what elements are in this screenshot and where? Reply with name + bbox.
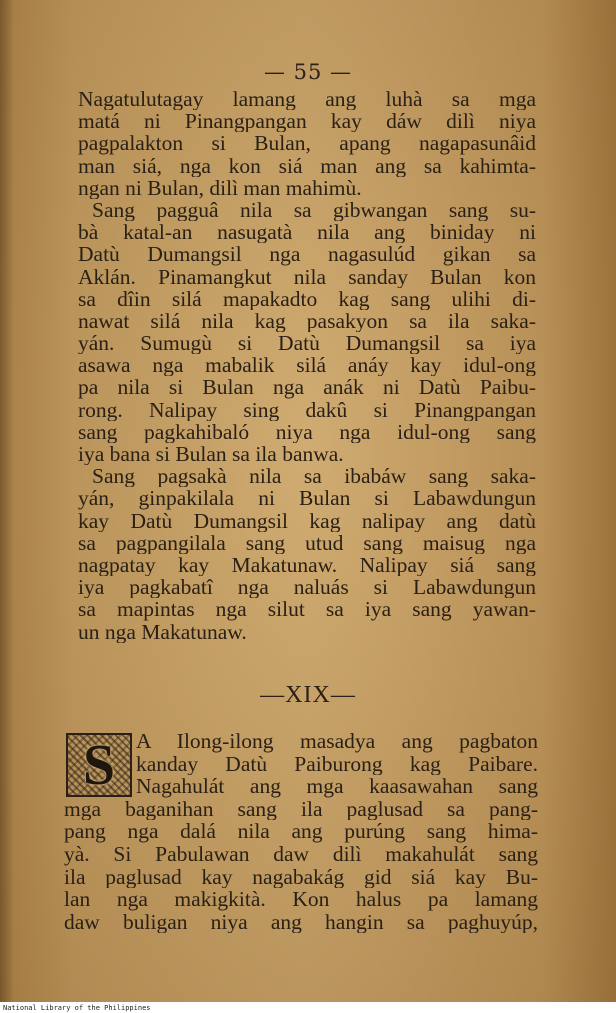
text-line: kanday Datù Paiburong kag Paibare. xyxy=(136,752,538,776)
text-line: sa dîin silá mapakadto kag sang ulihi di- xyxy=(78,287,536,310)
page-number: — 55 — xyxy=(263,60,353,84)
text-line: Datù Dumangsil nga nagasulúd gikan sa xyxy=(78,243,536,266)
text-line: Nagahulát ang mga kaasawahan sang xyxy=(136,775,538,798)
drop-cap-letter: S xyxy=(82,732,116,797)
text-line: Sang pagguâ nila sa gibwangan sang su- xyxy=(92,198,536,222)
text-line: Nagatulutagay lamang ang luhà sa mga xyxy=(78,88,536,111)
section-heading: —XIX— xyxy=(260,682,356,708)
section-paragraph xyxy=(64,730,538,933)
paragraph-block xyxy=(78,88,536,643)
text-line: sa pagpangilala sang utud sang maisug nga xyxy=(78,531,536,554)
text-line: pa nila si Bulan nga anák ni Datù Paibu- xyxy=(78,376,536,399)
text-line: yán, ginpakilala ni Bulan si Labawdungun xyxy=(78,487,536,510)
text-line: pang nga dalá nila ang purúng sang hima- xyxy=(64,820,538,843)
text-line: un nga Makatunaw. xyxy=(78,620,247,643)
text-line: A Ilong-ilong masadya ang pagbaton xyxy=(136,730,538,753)
text-line: sang pagkahibaló niya nga idul-ong sang xyxy=(78,420,536,443)
text-line: Sang pagsakà nila sa ibabáw sang saka- xyxy=(92,465,536,488)
text-line: asawa nga mabalik silá anáy kay idul-ong xyxy=(78,354,536,377)
text-line: kay Datù Dumangsil kag nalipay ang datù xyxy=(78,509,536,532)
text-line: sa mapintas nga silut sa iya sang yawan- xyxy=(78,598,536,621)
text-line: man siá, nga kon siá man ang sa kahimta- xyxy=(78,154,536,177)
text-line: daw buligan niya ang hangin sa paghuyúp, xyxy=(64,910,538,934)
text-line: iya pagkabatî nga naluás si Labawdungun xyxy=(78,576,536,599)
text-line: Aklán. Pinamangkut nila sanday Bulan kon xyxy=(78,265,536,288)
text-line: lan nga makigkità. Kon halus pa lamang xyxy=(64,888,538,911)
text-line: ngan ni Bulan, dilì man mahimù. xyxy=(78,176,362,199)
text-line: yà. Si Pabulawan daw dilì makahulát sang xyxy=(64,842,538,866)
text-line: bà katal-an nasugatà nila ang biniday ni xyxy=(78,221,536,244)
text-line: nawat silá nila kag pasakyon sa ila saka- xyxy=(78,309,536,333)
library-credit: National Library of the Philippines xyxy=(3,1003,616,1013)
text-line: yán. Sumugù si Datù Dumangsil sa iya xyxy=(78,332,536,355)
text-line: mga baganihan sang ila paglusad sa pang- xyxy=(64,797,538,821)
text-line: rong. Nalipay sing dakû si Pinangpangan xyxy=(78,398,536,421)
text-line: pagpalakton si Bulan, apang nagapasunâid xyxy=(78,132,536,155)
text-line: ila paglusad kay nagabakág gid siá kay Bu- xyxy=(64,865,538,889)
text-line: nagpatay kay Makatunaw. Nalipay siá sang xyxy=(78,553,536,577)
text-line: matá ni Pinangpangan kay dáw dilì niya xyxy=(78,110,536,133)
text-line: iya bana si Bulan sa ila banwa. xyxy=(78,443,344,466)
